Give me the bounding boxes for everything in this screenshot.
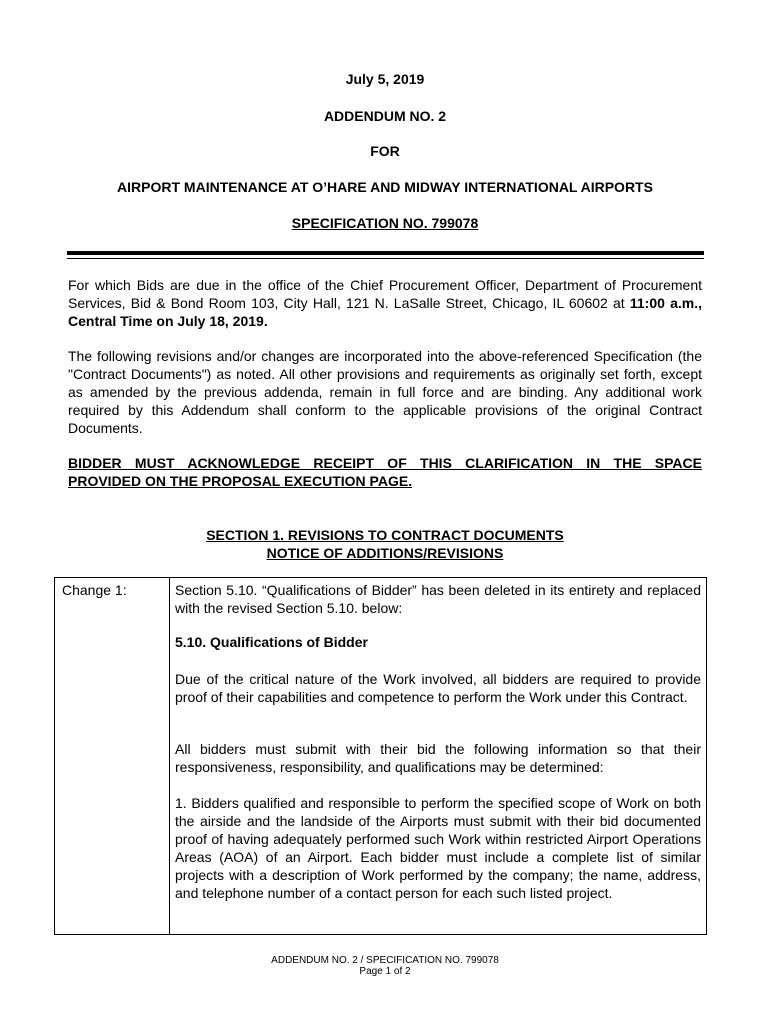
intro-paragraph [68, 276, 702, 330]
change-heading: 5.10. Qualifications of Bidder [175, 634, 368, 650]
header-divider-thin [67, 258, 704, 259]
for-label: FOR [370, 143, 400, 159]
section-title: SECTION 1. REVISIONS TO CONTRACT DOCUMENTS [206, 527, 564, 543]
footer-page-number: Page 1 of 2 [359, 966, 411, 977]
change-paragraph-1: Due of the critical nature of the Work involved, all bidders are required to provide proof of their capabilities and competence to perform the Work under this Contract. [175, 671, 701, 705]
addendum-number: ADDENDUM NO. 2 [323, 108, 447, 124]
footer-addendum: ADDENDUM NO. 2 / SPECIFICATION NO. 799078 [271, 955, 499, 966]
change-table [54, 577, 707, 935]
bid-deadline: 11:00 a.m., Central Time on July 18, 2019. [68, 295, 702, 329]
intro-text: For which Bids are due in the office of the Chief Procurement Officer, Department of Procurement Services, Bid & Bond Room 103, City Hall, 121 N. LaSalle Street, Chicago, IL 60602 at [68, 277, 702, 311]
change-paragraph-2: All bidders must submit with their bid the following information so that their responsiveness, responsibility, and qualifications may be determined: [175, 741, 701, 775]
project-title: AIRPORT MAINTENANCE AT O’HARE AND MIDWAY INTERNATIONAL AIRPORTS [117, 179, 653, 195]
change-intro: Section 5.10. “Qualifications of Bidder” has been deleted in its entirety and replaced with the revised Section 5.10. below: [175, 582, 701, 616]
change-paragraph-3: 1. Bidders qualified and responsible to perform the specified scope of Work on both the airside and the landside of the Airports must submit with their bid documented proof of having adequately performed such Work within restricted Airport Operations Areas (AOA) of an Airport. Each bidder must include a complete list of similar projects with a description of Work performed by the company; the name, address, and telephone number of a contact person for each such listed project. [175, 795, 701, 901]
header-divider-thick [67, 251, 704, 255]
document-date: July 5, 2019 [345, 71, 425, 87]
section-subtitle: NOTICE OF ADDITIONS/REVISIONS [266, 545, 504, 561]
revisions-paragraph: The following revisions and/or changes are incorporated into the above-referenced Specification (the "Contract Documents") as noted. All other provisions and requirements as originally set forth, except as amended by the previous addenda, remain in full force and are binding. Any additional work required by this Addendum shall conform to the applicable provisions of the original Contract Documents. [68, 348, 702, 436]
acknowledge-line-2: PROVIDED ON THE PROPOSAL EXECUTION PAGE. [68, 473, 413, 489]
acknowledge-line-1: BIDDER MUST ACKNOWLEDGE RECEIPT OF THIS CLARIFICATION IN THE SPACE [68, 455, 702, 471]
change-label: Change 1: [62, 582, 127, 598]
table-column-divider [169, 578, 170, 934]
specification-number: SPECIFICATION NO. 799078 [291, 215, 479, 231]
